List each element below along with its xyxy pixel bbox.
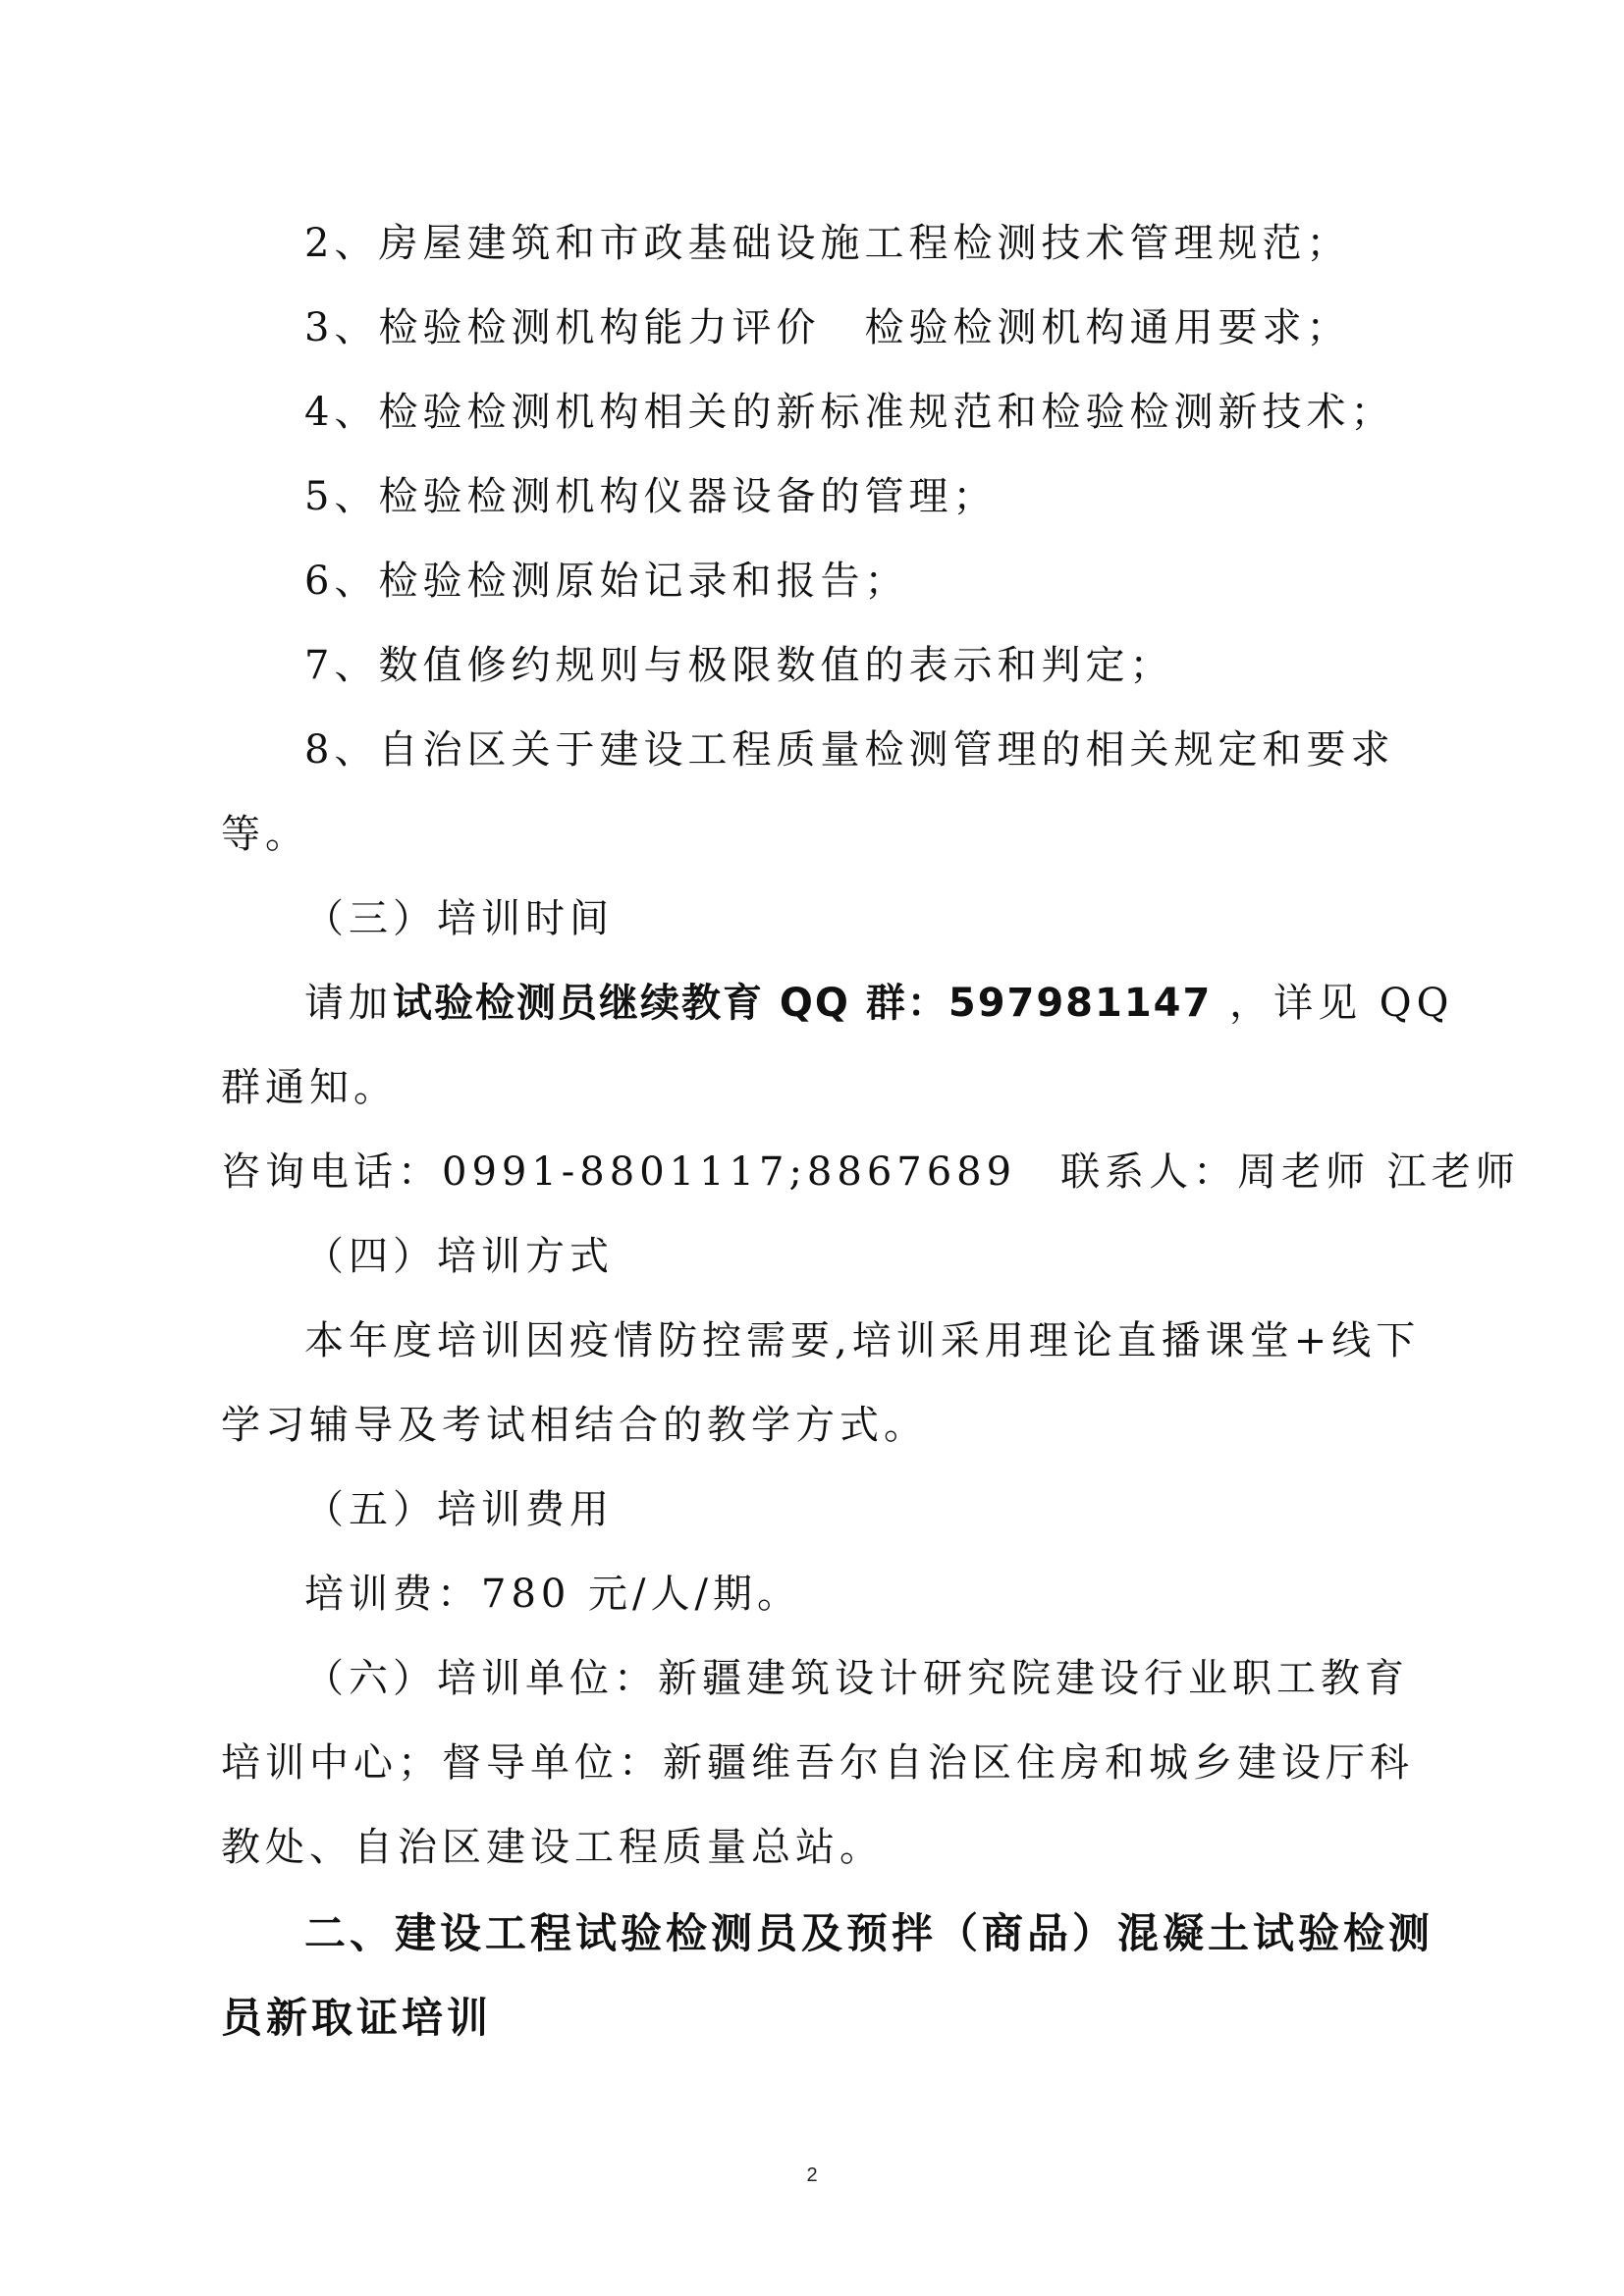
section-3-title: （三）培训时间 [304, 896, 614, 941]
list-item-3: 3、检验检测机构能力评价 检验检测机构通用要求； [304, 305, 1351, 350]
section-heading-2: 二、建设工程试验检测员及预拌（商品）混凝土试验检测 [304, 1909, 1435, 1957]
section-6-text-line-3: 教处、自治区建设工程质量总站。 [221, 1825, 884, 1870]
section-4-text: 本年度培训因疫情防控需要,培训采用理论直播课堂+线下 [304, 1318, 1421, 1363]
section-4-text-continued: 学习辅导及考试相结合的教学方式。 [221, 1403, 928, 1448]
qq-group-line-2: 群通知。 [221, 1065, 398, 1110]
list-item-2: 2、房屋建筑和市政基础设施工程检测技术管理规范； [304, 221, 1351, 266]
section-4-title: （四）培训方式 [304, 1234, 614, 1279]
list-item-6: 6、检验检测原始记录和报告； [304, 559, 909, 604]
list-item-4: 4、检验检测机构相关的新标准规范和检验检测新技术； [304, 390, 1395, 435]
consult-phone-line: 咨询电话：0991-8801117;8867689 联系人：周老师 江老师 [221, 1149, 1520, 1195]
qq-suffix: ，详见 QQ [1229, 981, 1454, 1026]
qq-group-number: 试验检测员继续教育 QQ 群：597981147 [393, 981, 1213, 1026]
training-fee: 培训费：780 元/人/期。 [304, 1572, 802, 1617]
section-5-title: （五）培训费用 [304, 1487, 614, 1532]
list-item-8-continued: 等。 [221, 812, 309, 857]
qq-group-line [304, 978, 1502, 1029]
qq-prefix: 请加 [304, 981, 393, 1026]
list-item-5: 5、检验检测机构仪器设备的管理； [304, 474, 998, 519]
section-6-text-line-2: 培训中心；督导单位：新疆维吾尔自治区住房和城乡建设厅科 [221, 1740, 1414, 1786]
section-heading-2-continued: 员新取证培训 [221, 1994, 493, 2042]
list-item-7: 7、数值修约规则与极限数值的表示和判定； [304, 643, 1174, 688]
section-6-text: （六）培训单位：新疆建筑设计研究院建设行业职工教育 [304, 1656, 1409, 1701]
list-item-8: 8、自治区关于建设工程质量检测管理的相关规定和要求 [304, 727, 1395, 773]
page-number: 2 [806, 2164, 818, 2186]
